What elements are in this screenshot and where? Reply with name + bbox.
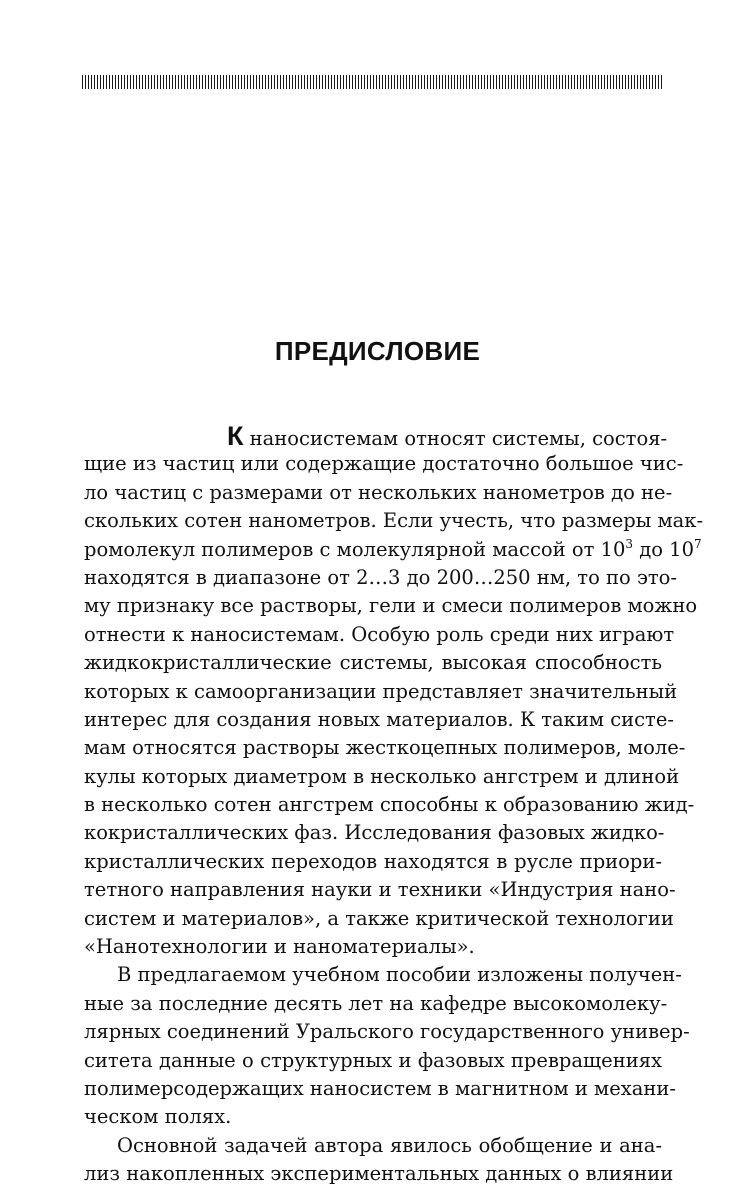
- text-line: щие из частиц или содержащие достаточно большое чис-: [84, 452, 684, 476]
- text-line: В предлагаемом учебном пособии изложены получен-: [117, 963, 682, 987]
- text-line: ческом полях.: [84, 1105, 232, 1129]
- text-line: находятся в диапазоне от 2…3 до 200…250 нм, то по это-: [84, 565, 677, 589]
- dropcap-letter: К: [227, 421, 244, 451]
- paragraph-2: [84, 961, 690, 1131]
- text-line: ситета данные о структурных и фазовых превращениях: [84, 1048, 662, 1072]
- text-line: кулы которых диаметром в несколько ангстрем и длиной: [84, 764, 680, 788]
- text-line: жидкокристаллические системы, высокая способность: [84, 651, 662, 675]
- text-line: му признаку все растворы, гели и смеси полимеров можно: [84, 594, 698, 618]
- superscript-exponent: 3: [625, 536, 634, 551]
- text-line: которых к самоорганизации представляет значительный: [84, 679, 678, 703]
- text-line: ло частиц с размерами от нескольких нанометров до не-: [84, 480, 673, 504]
- text-line: тетного направления науки и техники «Индустрия нано-: [84, 878, 676, 902]
- text-line: в несколько сотен ангстрем способны к образованию жид-: [84, 793, 695, 817]
- text-line: К наносистемам относят системы, состоя-: [227, 421, 668, 451]
- text-line: отнести к наносистемам. Особую роль среди них играют: [84, 622, 675, 646]
- text-line: Основной задачей автора явилось обобщение и ана-: [117, 1133, 662, 1157]
- text-line: ные за последние десять лет на кафедре высокомолеку-: [84, 991, 668, 1015]
- top-decorative-rule: [82, 75, 662, 89]
- body-text: [84, 421, 704, 1189]
- text-line: мам относятся растворы жесткоцепных полимеров, моле-: [84, 736, 686, 760]
- text-line: скольких сотен нанометров. Если учесть, что размеры мак-: [84, 509, 704, 533]
- text-line: систем и материалов», а также критической технологии: [84, 906, 674, 930]
- text-line: интерес для создания новых материалов. К таким систе-: [84, 707, 674, 731]
- page-title: ПРЕДИСЛОВИЕ: [274, 336, 481, 366]
- paragraph-1: [84, 421, 704, 961]
- paragraph-3: [84, 1132, 674, 1189]
- superscript-exponent: 7: [693, 536, 702, 551]
- text-line: кристаллических переходов находятся в русле приори-: [84, 849, 662, 873]
- text-line: лярных соединений Уральского государственного универ-: [84, 1020, 690, 1044]
- text-line: полимерсодержащих наносистем в магнитном и механи-: [84, 1076, 676, 1100]
- text-line: лиз накопленных экспериментальных данных о влиянии: [84, 1162, 674, 1186]
- text-line: «Нанотехнологии и наноматериалы».: [84, 935, 475, 959]
- text-line: ромолекул полимеров с молекулярной массой от $10^3$ до $10^7$: [84, 536, 702, 561]
- text-line: кокристаллических фаз. Исследования фазовых жидко-: [84, 821, 665, 845]
